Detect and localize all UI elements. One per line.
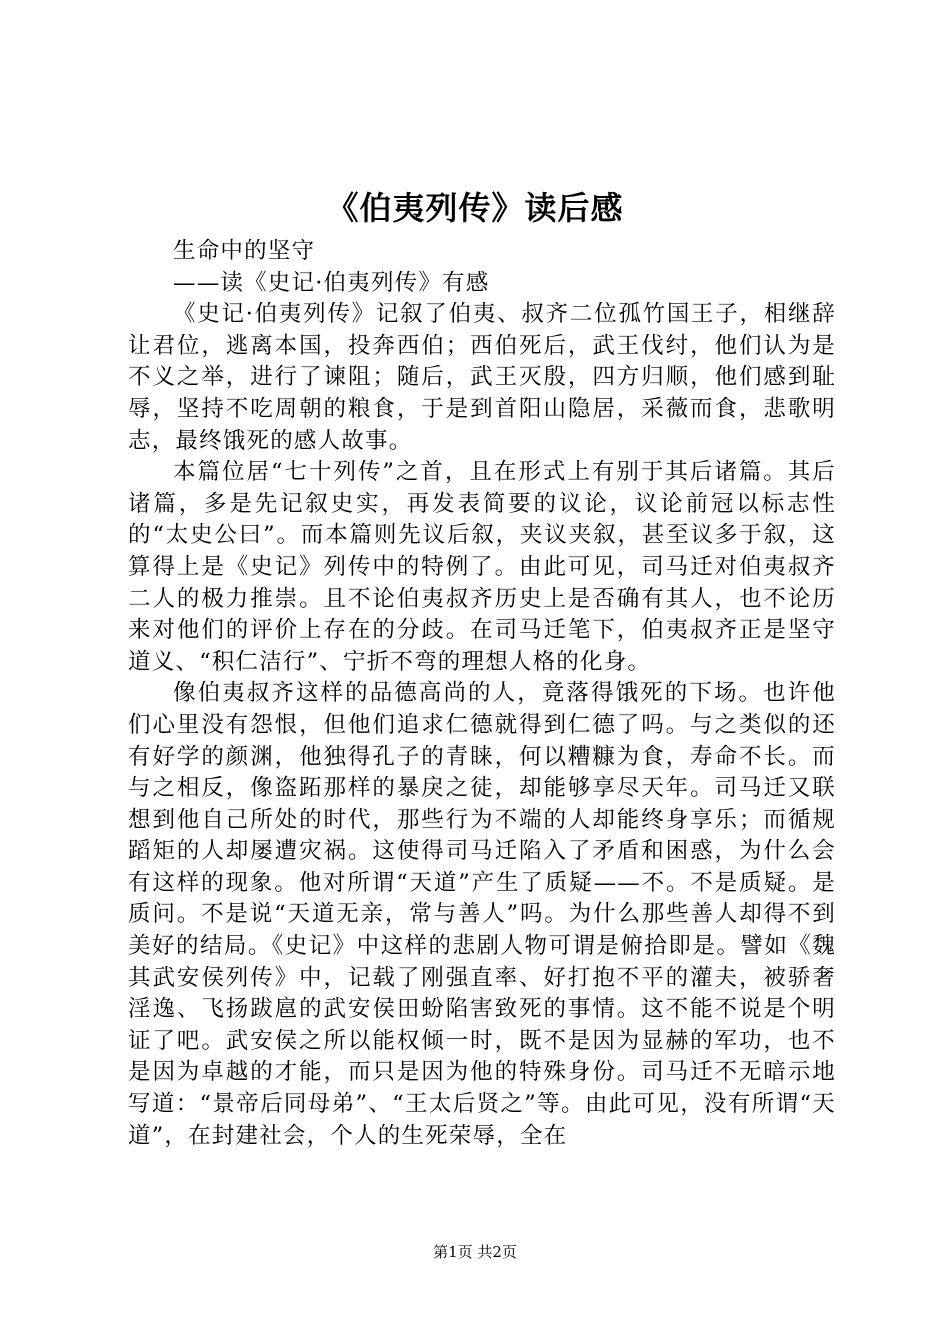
page-title: 《伯夷列传》读后感 xyxy=(326,189,624,227)
body-paragraph: 像伯夷叔齐这样的品德高尚的人，竟落得饿死的下场。也许他们心里没有怨恨，但他们追求仁德就得到仁德了吗。与之类似的还有好学的颜渊，他独得孔子的青睐，何以糟糠为食，寿命不长。而与之相反，像盗跖那样的暴戾之徒，却能够享尽天年。司马迁又联想到他自己所处的时代，那些行为不端的人却能终身享乐；而循规蹈矩的人却屡遭灾祸。这使得司马迁陷入了矛盾和困惑，为什么会有这样的现象。他对所谓“天道”产生了质疑——不。不是质疑。是质问。不是说“天道无亲，常与善人”吗。为什么那些善人却得不到美好的结局。《史记》中这样的悲剧人物可谓是俯拾即是。譬如《魏其武安侯列传》中，记载了刚强直率、好打抱不平的灌夫，被骄奢淫逸、飞扬跋扈的武安侯田蚡陷害致死的事情。这不能不说是个明证了吧。武安侯之所以能权倾一时，既不是因为显赫的军功，也不是因为卓越的才能，而只是因为他的特殊身份。司马迁不无暗示地写道：“景帝后同母弟”、“王太后贤之”等。由此可见，没有所谓“天道”，在封建社会，个人的生死荣辱，全在 xyxy=(128,680,836,1149)
subtitle-line: ——读《史记·伯夷列传》有感 xyxy=(173,269,490,296)
subtitle-line: 生命中的坚守 xyxy=(173,238,316,264)
document-body xyxy=(128,236,836,1152)
body-paragraph: 本篇位居“七十列传”之首，且在形式上有别于其后诸篇。其后诸篇，多是先记叙史实，再发表简要的议论，议论前冠以标志性的“太史公曰”。而本篇则先议后叙，夹议夹叙，甚至议多于叙，这算得上是《史记》列传中的特例了。由此可见，司马迁对伯夷叔齐二人的极力推崇。且不论伯夷叔齐历史上是否确有其人，也不论历来对他们的评价上存在的分歧。在司马迁笔下，伯夷叔齐正是坚守道义、“积仁洁行”、宁折不弯的理想人格的化身。 xyxy=(128,459,836,675)
page-footer: 第1页 共2页 xyxy=(433,1243,517,1261)
body-paragraph: 《史记·伯夷列传》记叙了伯夷、叔齐二位孤竹国王子，相继辞让君位，逃离本国，投奔西伯；西伯死后，武王伐纣，他们认为是不义之举，进行了谏阻；随后，武王灭殷，四方归顺，他们感到耻辱，坚持不吃周朝的粮食，于是到首阳山隐居，采薇而食，悲歌明志，最终饿死的感人故事。 xyxy=(128,301,836,454)
